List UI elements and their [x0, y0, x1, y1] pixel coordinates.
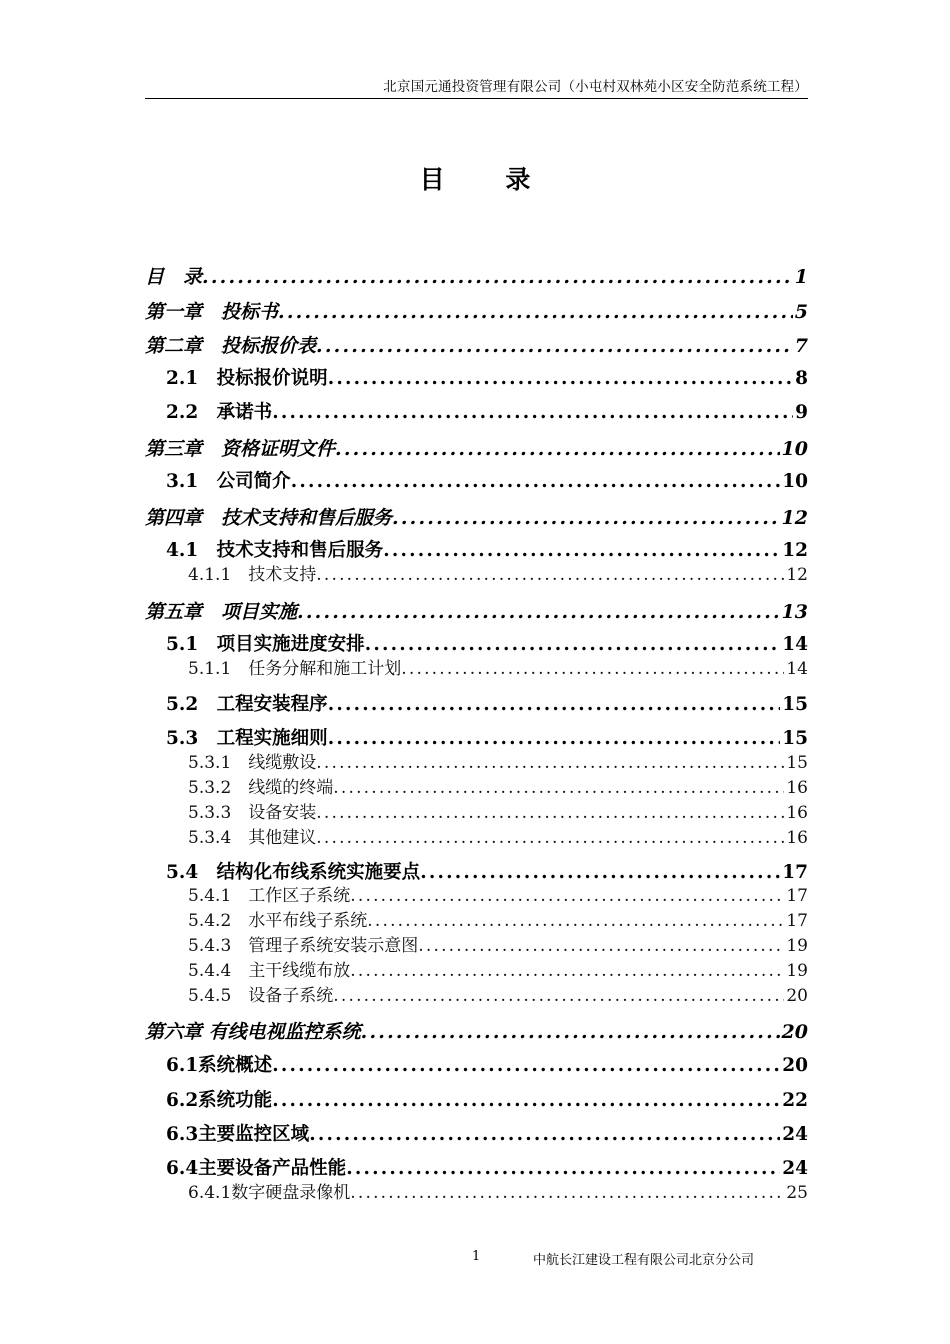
toc-entry-page: 17 [786, 886, 808, 906]
toc-entry-label: 目 录 [145, 266, 203, 288]
toc-entry-label: 6.3主要监控区域 [166, 1124, 310, 1145]
toc-entry-label: 5.3.1 线缆敷设 [188, 753, 317, 773]
toc-leader-dots [365, 631, 781, 659]
toc-entry-label: 第六章 有线电视监控系统 [145, 1021, 361, 1043]
toc-entry-label: 第三章 资格证明文件 [145, 438, 336, 460]
toc-entry[interactable] [166, 537, 808, 565]
toc-entry-page: 20 [786, 986, 808, 1006]
toc-entry-label: 6.2系统功能 [166, 1090, 273, 1111]
toc-leader-dots [309, 1121, 780, 1149]
toc-entry-label: 5.3.3 设备安装 [188, 803, 317, 823]
toc-entry-label: 6.4.1数字硬盘录像机 [188, 1183, 351, 1203]
toc-entry[interactable] [188, 826, 808, 850]
toc-entry-page: 19 [786, 961, 808, 981]
toc-leader-dots [316, 563, 784, 587]
footer-page-number: 1 [472, 1249, 481, 1264]
toc-entry[interactable] [188, 909, 808, 933]
toc-entry-label: 4.1.1 技术支持 [188, 565, 317, 585]
toc-entry[interactable] [166, 468, 808, 496]
toc-leader-dots [272, 1052, 780, 1080]
toc-entry-label: 2.1 投标报价说明 [166, 368, 328, 389]
toc-entry-page: 20 [782, 1055, 808, 1076]
toc-entry-page: 15 [782, 728, 808, 749]
toc-entry-label: 5.2 工程安装程序 [166, 694, 328, 715]
toc-entry-page: 15 [786, 753, 808, 773]
toc-leader-dots [316, 331, 793, 361]
toc-entry[interactable] [166, 1155, 808, 1183]
toc-entry-label: 5.4.1 工作区子系统 [188, 886, 351, 906]
toc-entry-page: 16 [786, 803, 808, 823]
toc-entry-label: 5.3.4 其他建议 [188, 828, 317, 848]
toc-entry[interactable] [188, 751, 808, 775]
toc-entry-label: 3.1 公司简介 [166, 471, 291, 492]
toc-leader-dots [333, 776, 784, 800]
toc-entry[interactable] [188, 934, 808, 958]
toc-entry-page: 10 [781, 438, 808, 460]
toc-entry[interactable] [188, 959, 808, 983]
toc-entry[interactable] [166, 399, 808, 427]
toc-entry-page: 22 [782, 1090, 808, 1111]
toc-entry[interactable] [166, 365, 808, 393]
toc-entry-page: 9 [795, 402, 808, 423]
toc-leader-dots [316, 826, 784, 850]
toc-leader-dots [202, 262, 793, 292]
toc-leader-dots [361, 1017, 780, 1047]
toc-leader-dots [328, 365, 793, 393]
toc-entry-page: 24 [782, 1158, 808, 1179]
toc-entry-label: 2.2 承诺书 [166, 402, 273, 423]
toc-entry[interactable] [145, 262, 808, 292]
toc-entry-label: 5.4.5 设备子系统 [188, 986, 334, 1006]
toc-entry-label: 5.1.1 任务分解和施工计划 [188, 659, 402, 679]
toc-entry-label: 5.4.4 主干线缆布放 [188, 961, 351, 981]
toc-entry[interactable] [166, 725, 808, 753]
toc-entry-page: 17 [786, 911, 808, 931]
toc-entry[interactable] [188, 563, 808, 587]
toc-leader-dots [392, 503, 780, 533]
toc-leader-dots [367, 909, 784, 933]
toc-entry[interactable] [145, 331, 808, 361]
toc-entry-page: 12 [782, 540, 808, 561]
toc-entry-page: 19 [786, 936, 808, 956]
toc-leader-dots [272, 1087, 780, 1115]
toc-entry-page: 20 [781, 1021, 808, 1043]
toc-leader-dots [418, 934, 784, 958]
toc-leader-dots [350, 1181, 784, 1205]
toc-entry[interactable] [188, 657, 808, 681]
toc-entry[interactable] [188, 1181, 808, 1205]
toc-leader-dots [297, 597, 780, 627]
toc-leader-dots [328, 725, 781, 753]
toc-entry[interactable] [145, 503, 808, 533]
toc-entry-page: 25 [786, 1183, 808, 1203]
toc-entry-page: 16 [786, 778, 808, 798]
toc-entry-label: 5.1 项目实施进度安排 [166, 634, 365, 655]
toc-entry[interactable] [145, 434, 808, 464]
toc-leader-dots [383, 537, 780, 565]
toc-entry-label: 5.4.2 水平布线子系统 [188, 911, 368, 931]
toc-entry-label: 第五章 项目实施 [145, 601, 298, 623]
toc-leader-dots [333, 984, 784, 1008]
toc-entry[interactable] [188, 801, 808, 825]
toc-leader-dots [401, 657, 784, 681]
toc-entry-page: 14 [782, 634, 808, 655]
toc-entry[interactable] [166, 1052, 808, 1080]
toc-entry[interactable] [166, 1087, 808, 1115]
page-header: 北京国元通投资管理有限公司（小屯村双林苑小区安全防范系统工程） [145, 76, 808, 99]
toc-entry-page: 12 [786, 565, 808, 585]
toc-leader-dots [350, 884, 784, 908]
footer-company: 中航长江建设工程有限公司北京分公司 [533, 1253, 755, 1268]
toc-entry[interactable] [188, 884, 808, 908]
toc-entry-page: 12 [781, 507, 808, 529]
toc-entry[interactable] [188, 984, 808, 1008]
page-title: 目 录 [419, 165, 557, 194]
toc-entry-page: 16 [786, 828, 808, 848]
toc-leader-dots [316, 751, 784, 775]
toc-entry-label: 5.3.2 线缆的终端 [188, 778, 334, 798]
toc-entry-label: 第二章 投标报价表 [145, 335, 317, 357]
toc-entry[interactable] [166, 1121, 808, 1149]
toc-entry-page: 14 [786, 659, 808, 679]
toc-entry[interactable] [166, 859, 808, 887]
toc-leader-dots [278, 297, 793, 327]
toc-entry-page: 15 [782, 694, 808, 715]
toc-entry-page: 7 [794, 335, 808, 357]
toc-entry-page: 10 [782, 471, 808, 492]
toc-entry-label: 第一章 投标书 [145, 301, 279, 323]
toc-entry-page: 8 [795, 368, 808, 389]
toc-leader-dots [420, 859, 780, 887]
toc-entry-page: 17 [782, 862, 808, 883]
toc-entry[interactable] [145, 297, 808, 327]
toc-leader-dots [328, 691, 781, 719]
toc-entry[interactable] [145, 597, 808, 627]
toc-leader-dots [291, 468, 781, 496]
toc-entry-label: 6.1系统概述 [166, 1055, 273, 1076]
toc-entry[interactable] [166, 631, 808, 659]
toc-entry-label: 5.4.3 管理子系统安装示意图 [188, 936, 419, 956]
toc-leader-dots [350, 959, 784, 983]
toc-entry-label: 6.4主要设备产品性能 [166, 1158, 347, 1179]
toc-entry-label: 4.1 技术支持和售后服务 [166, 540, 384, 561]
toc-leader-dots [272, 399, 793, 427]
toc-entry-page: 24 [782, 1124, 808, 1145]
toc-leader-dots [316, 801, 784, 825]
toc-leader-dots [346, 1155, 780, 1183]
toc-entry[interactable] [188, 776, 808, 800]
toc-entry[interactable] [145, 1017, 808, 1047]
toc-entry-page: 5 [794, 301, 808, 323]
toc-entry-label: 5.3 工程实施细则 [166, 728, 328, 749]
toc-entry-page: 1 [794, 266, 808, 288]
toc-entry-label: 5.4 结构化布线系统实施要点 [166, 862, 421, 883]
toc-entry[interactable] [166, 691, 808, 719]
toc-entry-label: 第四章 技术支持和售后服务 [145, 507, 393, 529]
toc-entry-page: 13 [781, 601, 808, 623]
toc-leader-dots [335, 434, 780, 464]
